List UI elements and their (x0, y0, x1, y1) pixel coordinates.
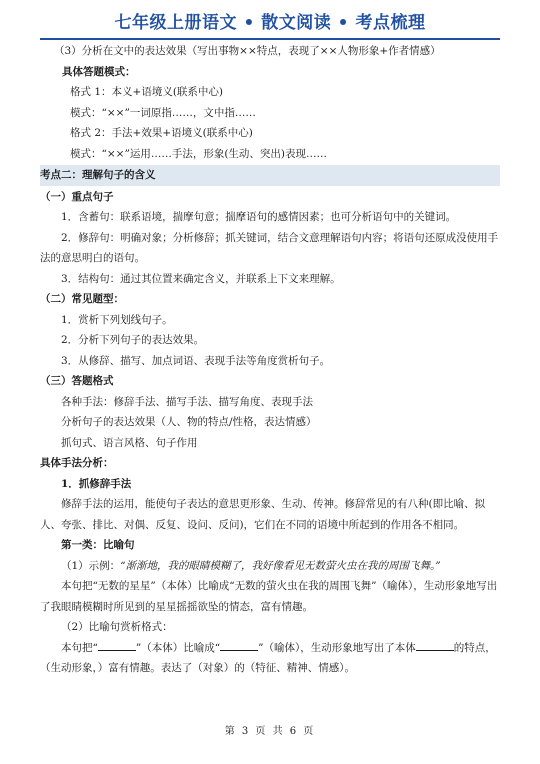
subheading-answer-format: （三）答题格式 (40, 375, 114, 387)
example-quote: “渐渐地，我的眼睛模糊了，我好像看见无数萤火虫在我的周围飞舞。” (120, 559, 441, 572)
template-part-3: ”（喻体），生动形象地写出了本体 (258, 641, 416, 654)
template-part-1: 本句把“ (61, 641, 98, 654)
item-rhetorical-sentence: 2．修辞句：明确对象；分析修辞；抓关键词，结合文意理解语句内容；将语句还原成没使用手法的意思明白的语句。 (40, 231, 499, 264)
metaphor-format-template (40, 638, 500, 679)
metaphor-format-heading: （2）比喻句赏析格式： (61, 621, 173, 633)
question-type-3: 3．从修辞、描写、加点词语、表现手法等角度赏析句子。 (61, 354, 331, 367)
metaphor-example (40, 556, 500, 577)
page-footer: 第 3 页 共 6 页 (224, 726, 316, 737)
pattern-1: 模式：“××”一词原指……，文中指…… (70, 106, 256, 119)
fill-blank-2 (220, 639, 258, 651)
analysis-effect-line: （3）分析在文中的表达效果（写出事物××特点，表现了××人物形象+作者情感） (54, 45, 441, 57)
format-item-techniques: 各种手法：修辞手法、描写手法、描写角度、表现手法 (61, 395, 313, 408)
format-item-effect: 分析句子的表达效果（人、物的特点/性格，表达情感） (61, 416, 317, 428)
fill-blank-3 (416, 639, 454, 651)
pattern-2: 模式：“××”运用……手法，形象(生动、突出)表现…… (70, 147, 328, 160)
format-2: 格式 2：手法+效果+语境义(联系中心) (70, 127, 253, 139)
section-heading-kaodian-2: 考点二：理解句子的含义 (40, 165, 500, 186)
format-item-sentence-style: 抓句式、语言风格、句子作用 (61, 436, 198, 449)
item-structural-sentence: 3．结构句：通过其位置来确定含义，并联系上下文来理解。 (61, 272, 341, 285)
template-part-4: 的特点，（生动形象，）富有情趣。表达了（对象）的（特征、精神、情感）。 (40, 641, 496, 674)
subheading-key-sentences: （一）重点句子 (40, 190, 114, 203)
template-part-2: ”（本体）比喻成“ (135, 641, 221, 654)
technique-analysis-heading: 具体手法分析： (40, 457, 114, 469)
question-type-1: 1．赏析下列划线句子。 (61, 313, 173, 326)
header-rule (40, 38, 500, 40)
subheading-question-types: （二）常见题型： (40, 293, 124, 305)
example-label: （1）示例： (61, 559, 121, 572)
fill-blank-1 (98, 639, 136, 651)
answer-pattern-heading: 具体答题模式： (62, 65, 136, 78)
metaphor-analysis-paragraph: 本句把“无数的星星”（本体）比喻成“无数的萤火虫在我的周围飞舞”（喻体），生动形象地写出了我眼睛模糊时所见到的星星摇摇欲坠的情态，富有情趣。 (40, 580, 498, 613)
question-type-2: 2．分析下列句子的表达效果。 (61, 334, 205, 346)
metaphor-category-heading: 第一类：比喻句 (61, 539, 135, 551)
document-body (40, 41, 500, 679)
format-1: 格式 1：本义+语境义(联系中心) (70, 86, 224, 98)
page-header-title: 七年级上册语文 • 散文阅读 • 考点梳理 (114, 13, 426, 33)
rhetoric-heading: 1．抓修辞手法 (61, 477, 132, 490)
item-implicit-sentence: 1．含蓄句：联系语境，揣摩句意；揣摩语句的感情因素；也可分析语句中的关键词。 (61, 211, 457, 223)
rhetoric-paragraph: 修辞手法的运用，能使句子表达的意思更形象、生动、传神。修辞常见的有八种(即比喻、拟人、夸张、排比、对偶、反复、设问、反问)，它们在不同的语境中所起到的作用各不相同。 (40, 498, 486, 531)
